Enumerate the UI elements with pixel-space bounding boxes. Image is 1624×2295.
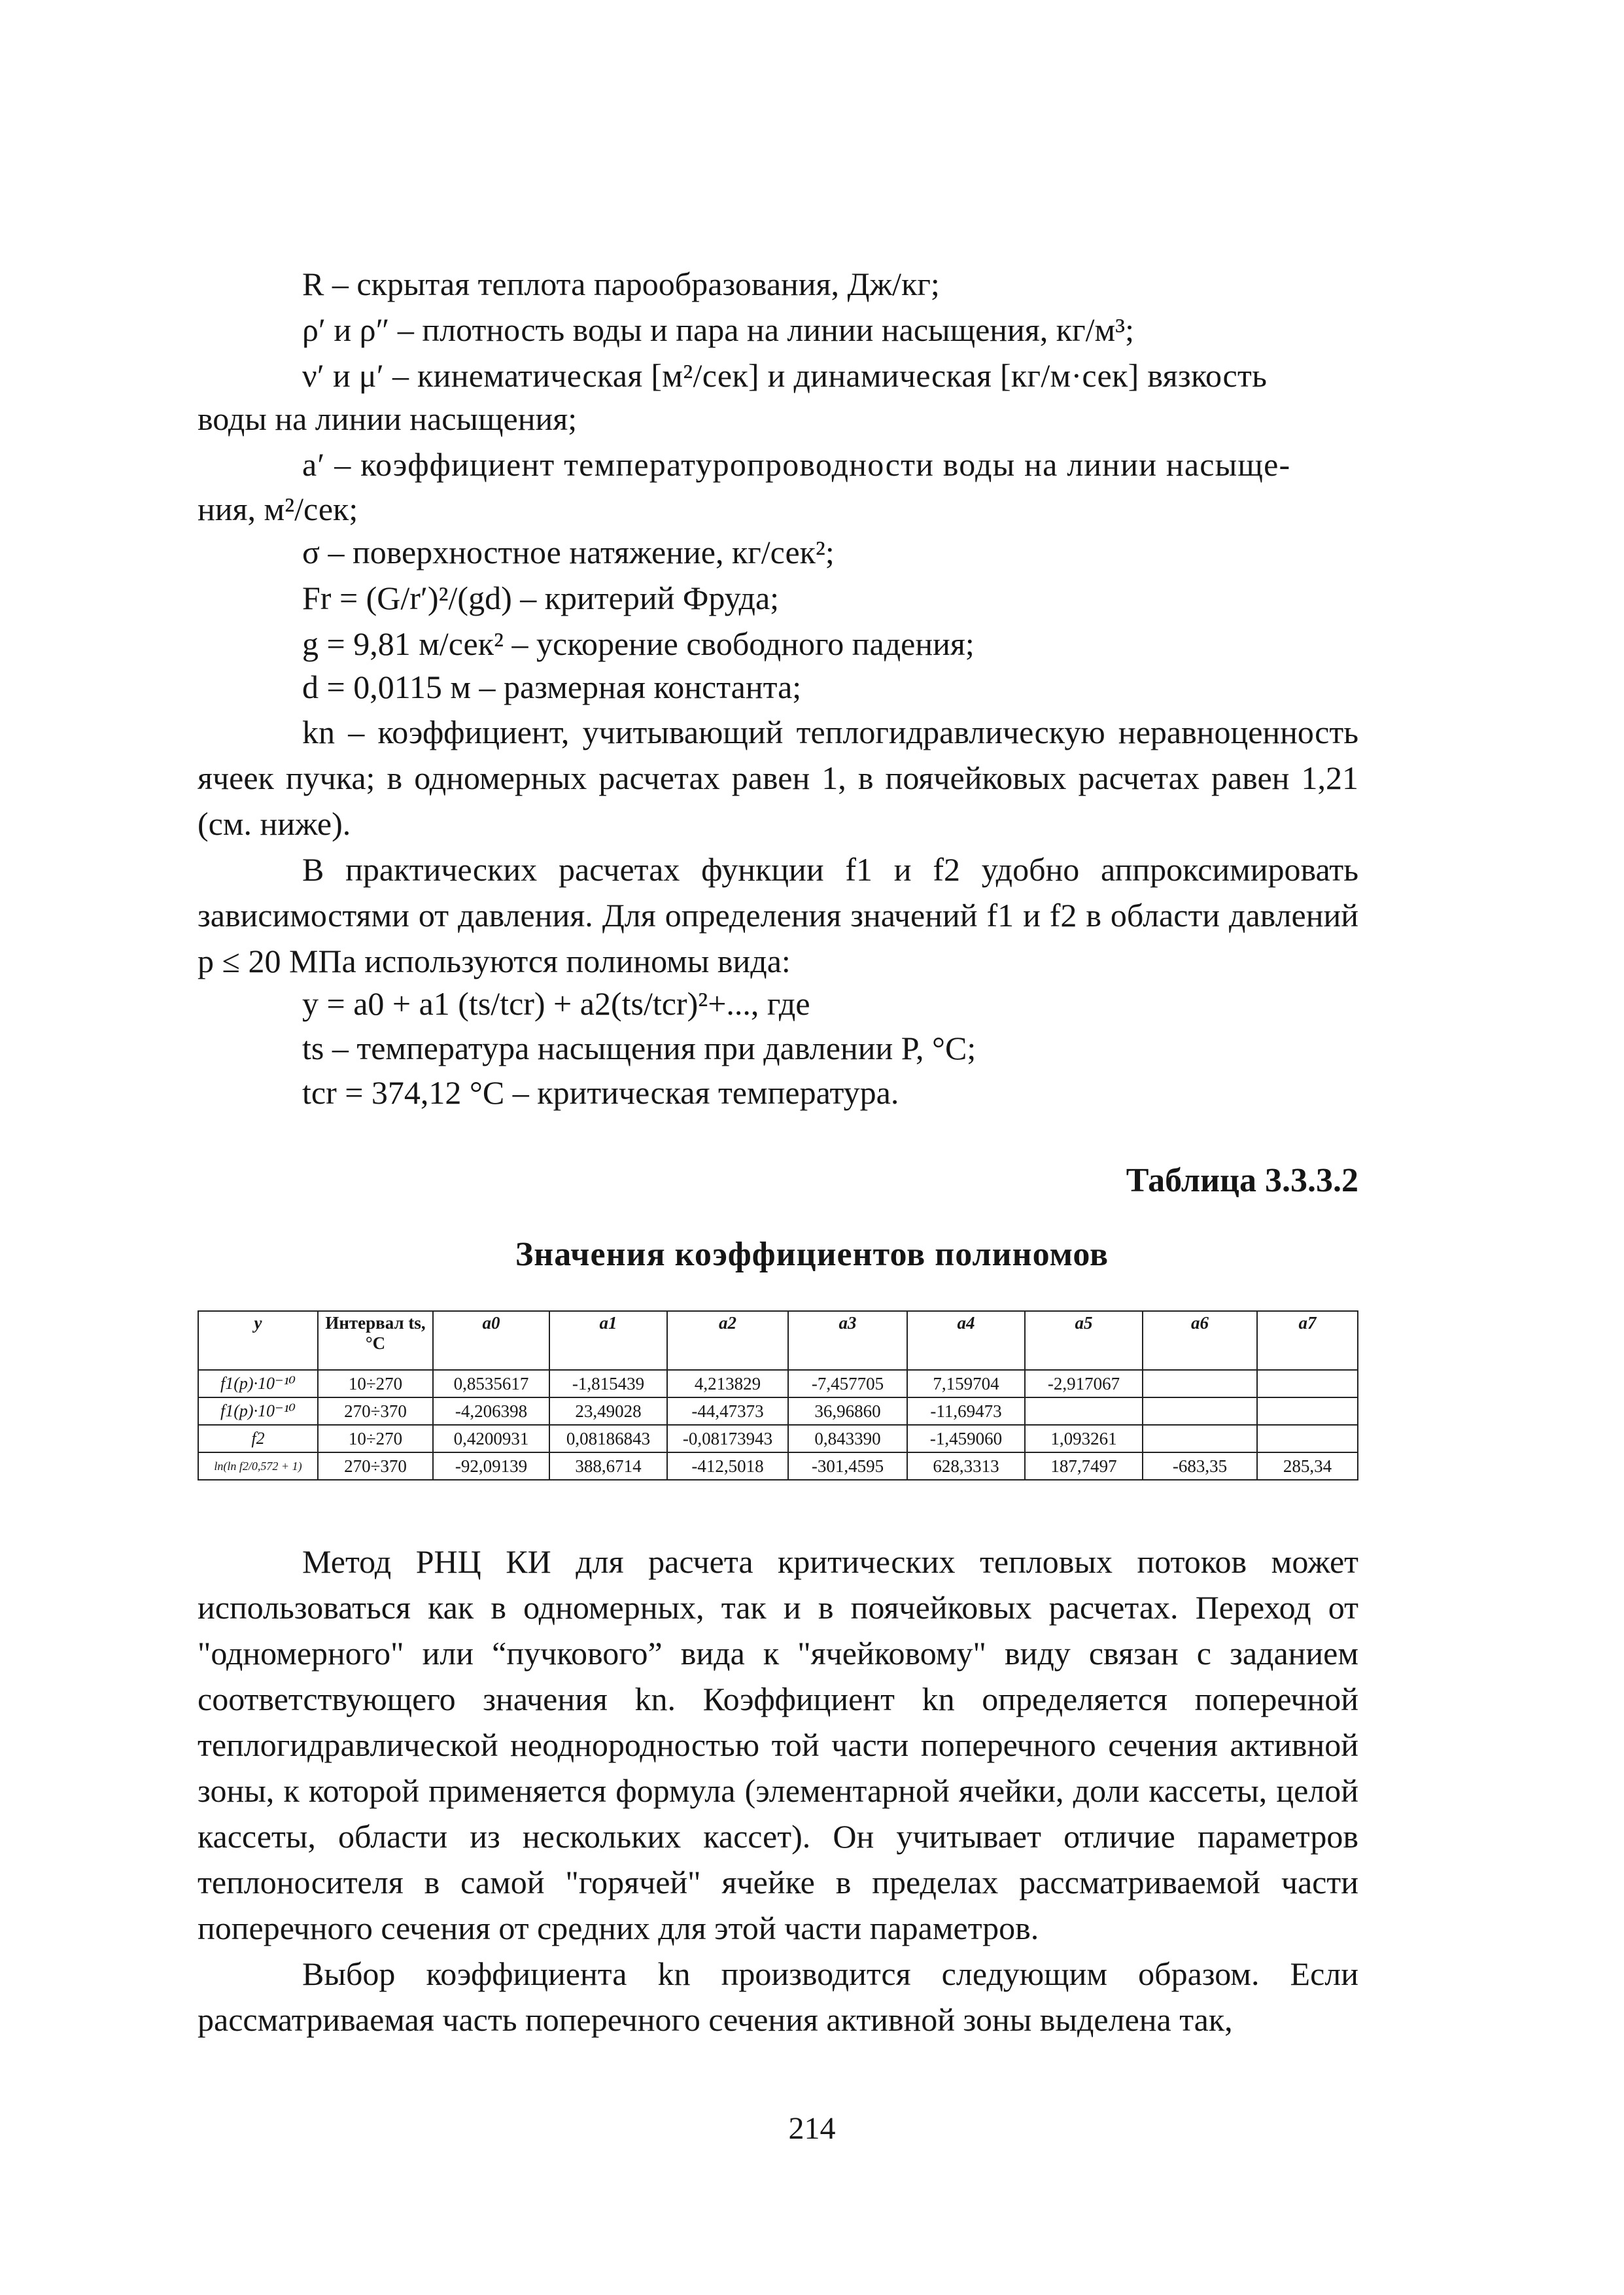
- definition-line: Fr = (G/r′)²/(gd) – критерий Фруда;: [302, 580, 780, 616]
- header-cell: a5: [1025, 1311, 1143, 1370]
- table-cell: 628,3313: [907, 1452, 1025, 1480]
- page-number: 214: [788, 2111, 836, 2146]
- header-cell: y: [198, 1311, 318, 1370]
- table-cell: -4,206398: [433, 1397, 549, 1425]
- definition-line: σ – поверхностное натяжение, кг/сек²;: [302, 534, 835, 570]
- table-cell: 0,4200931: [433, 1425, 549, 1452]
- definition-line: d = 0,0115 м – размерная константа;: [302, 669, 802, 705]
- header-cell: a0: [433, 1311, 549, 1370]
- table-cell: [1025, 1397, 1143, 1425]
- table-cell: 10÷270: [318, 1370, 433, 1397]
- header-cell: a3: [788, 1311, 907, 1370]
- header-cell: a7: [1257, 1311, 1358, 1370]
- table-cell: f1(p)·10⁻¹⁰: [198, 1397, 318, 1425]
- table-cell: 4,213829: [667, 1370, 788, 1397]
- table-cell: -2,917067: [1025, 1370, 1143, 1397]
- table-cell: -1,815439: [549, 1370, 667, 1397]
- table-cell: -92,09139: [433, 1452, 549, 1480]
- table-row: [198, 1425, 1358, 1452]
- table-cell: f1(p)·10⁻¹⁰: [198, 1370, 318, 1397]
- table-cell: [1143, 1425, 1257, 1452]
- kn-paragraph: kn – коэффициент, учитывающий теплогидравлическую неравноценность ячеек пучка; в одномерных расчетах равен 1, в поячейковых расчетах равен 1,21 (см. ниже).: [198, 714, 1358, 842]
- definition-line: g = 9,81 м/сек² – ускорение свободного падения;: [302, 625, 975, 662]
- table-cell: -683,35: [1143, 1452, 1257, 1480]
- header-cell: a1: [549, 1311, 667, 1370]
- table-cell: -7,457705: [788, 1370, 907, 1397]
- table-cell: 1,093261: [1025, 1425, 1143, 1452]
- table-cell: -11,69473: [907, 1397, 1025, 1425]
- choice-paragraph: Выбор коэффициента kn производится следующим образом. Если рассматриваемая часть поперечного сечения активной зоны выделена так,: [198, 1955, 1358, 2038]
- table-cell: 388,6714: [549, 1452, 667, 1480]
- table-cell: -412,5018: [667, 1452, 788, 1480]
- table-cell: -0,08173943: [667, 1425, 788, 1452]
- table-caption: Значения коэффициентов полиномов: [515, 1236, 1109, 1273]
- table-cell: 187,7497: [1025, 1452, 1143, 1480]
- table-cell: 0,843390: [788, 1425, 907, 1452]
- header-cell: Интервал ts, °С: [318, 1311, 433, 1370]
- coefficients-table: [198, 1310, 1358, 1480]
- table-number: Таблица 3.3.3.2: [1126, 1162, 1358, 1199]
- table-cell: 270÷370: [318, 1452, 433, 1480]
- table-cell: 23,49028: [549, 1397, 667, 1425]
- table-cell: [1143, 1370, 1257, 1397]
- table-row: [198, 1397, 1358, 1425]
- table-cell: -1,459060: [907, 1425, 1025, 1452]
- table-header-row: [198, 1311, 1358, 1370]
- header-cell: a2: [667, 1311, 788, 1370]
- definition-line: ния, м²/сек;: [198, 491, 358, 527]
- definition-line: ν′ и μ′ – кинематическая [м²/сек] и динамическая [кг/м·сек] вязкость: [302, 357, 1268, 394]
- table-cell: [1257, 1370, 1358, 1397]
- table-cell: [1257, 1397, 1358, 1425]
- definition-line: воды на линии насыщения;: [198, 400, 578, 437]
- table-cell: -301,4595: [788, 1452, 907, 1480]
- table-cell: 7,159704: [907, 1370, 1025, 1397]
- table-row: [198, 1452, 1358, 1480]
- table-cell: 0,08186843: [549, 1425, 667, 1452]
- header-cell: a4: [907, 1311, 1025, 1370]
- table-cell: [1143, 1397, 1257, 1425]
- definition-line: R – скрытая теплота парообразования, Дж/кг;: [302, 266, 940, 302]
- table-cell: ln(ln f2/0,572 + 1): [198, 1452, 318, 1480]
- table-cell: f2: [198, 1425, 318, 1452]
- tcr-definition: tcr = 374,12 °С – критическая температура.: [302, 1074, 899, 1111]
- ts-definition: ts – температура насыщения при давлении P, °С;: [302, 1030, 976, 1066]
- definition-line: a′ – коэффициент температуропроводности воды на линии насыще-: [302, 446, 1291, 483]
- table-cell: 285,34: [1257, 1452, 1358, 1480]
- table-row: [198, 1370, 1358, 1397]
- table-cell: 10÷270: [318, 1425, 433, 1452]
- polynomial-formula: y = a0 + a1 (ts/tcr) + a2(ts/tcr)²+..., где: [302, 985, 810, 1022]
- method-paragraph: Метод РНЦ КИ для расчета критических тепловых потоков может использоваться как в одномерных, так и в поячейковых расчетах. Переход от "одномерного" или “пучкового” вида к "ячейковому" виду связан с заданием соответствующего значения kn. Коэффициент kn определяется поперечной теплогидравлической неоднородностью той части поперечного сечения активной зоны, к которой применяется формула (элементарной ячейки, доли кассеты, целой кассеты, области из нескольких кассет). Он учитывает отличие параметров теплоносителя в самой "горячей" ячейке в пределах рассматриваемой части поперечного сечения от средних для этой части параметров.: [198, 1543, 1358, 1946]
- approximation-paragraph: В практических расчетах функции f1 и f2 удобно аппроксимировать зависимостями от давления. Для определения значений f1 и f2 в области давлений p ≤ 20 МПа используются полиномы вида:: [198, 851, 1358, 979]
- table-cell: [1257, 1425, 1358, 1452]
- table-cell: 270÷370: [318, 1397, 433, 1425]
- table-cell: 0,8535617: [433, 1370, 549, 1397]
- definition-line: ρ′ и ρ″ – плотность воды и пара на линии насыщения, кг/м³;: [302, 311, 1135, 348]
- table-cell: -44,47373: [667, 1397, 788, 1425]
- header-cell: a6: [1143, 1311, 1257, 1370]
- table-cell: 36,96860: [788, 1397, 907, 1425]
